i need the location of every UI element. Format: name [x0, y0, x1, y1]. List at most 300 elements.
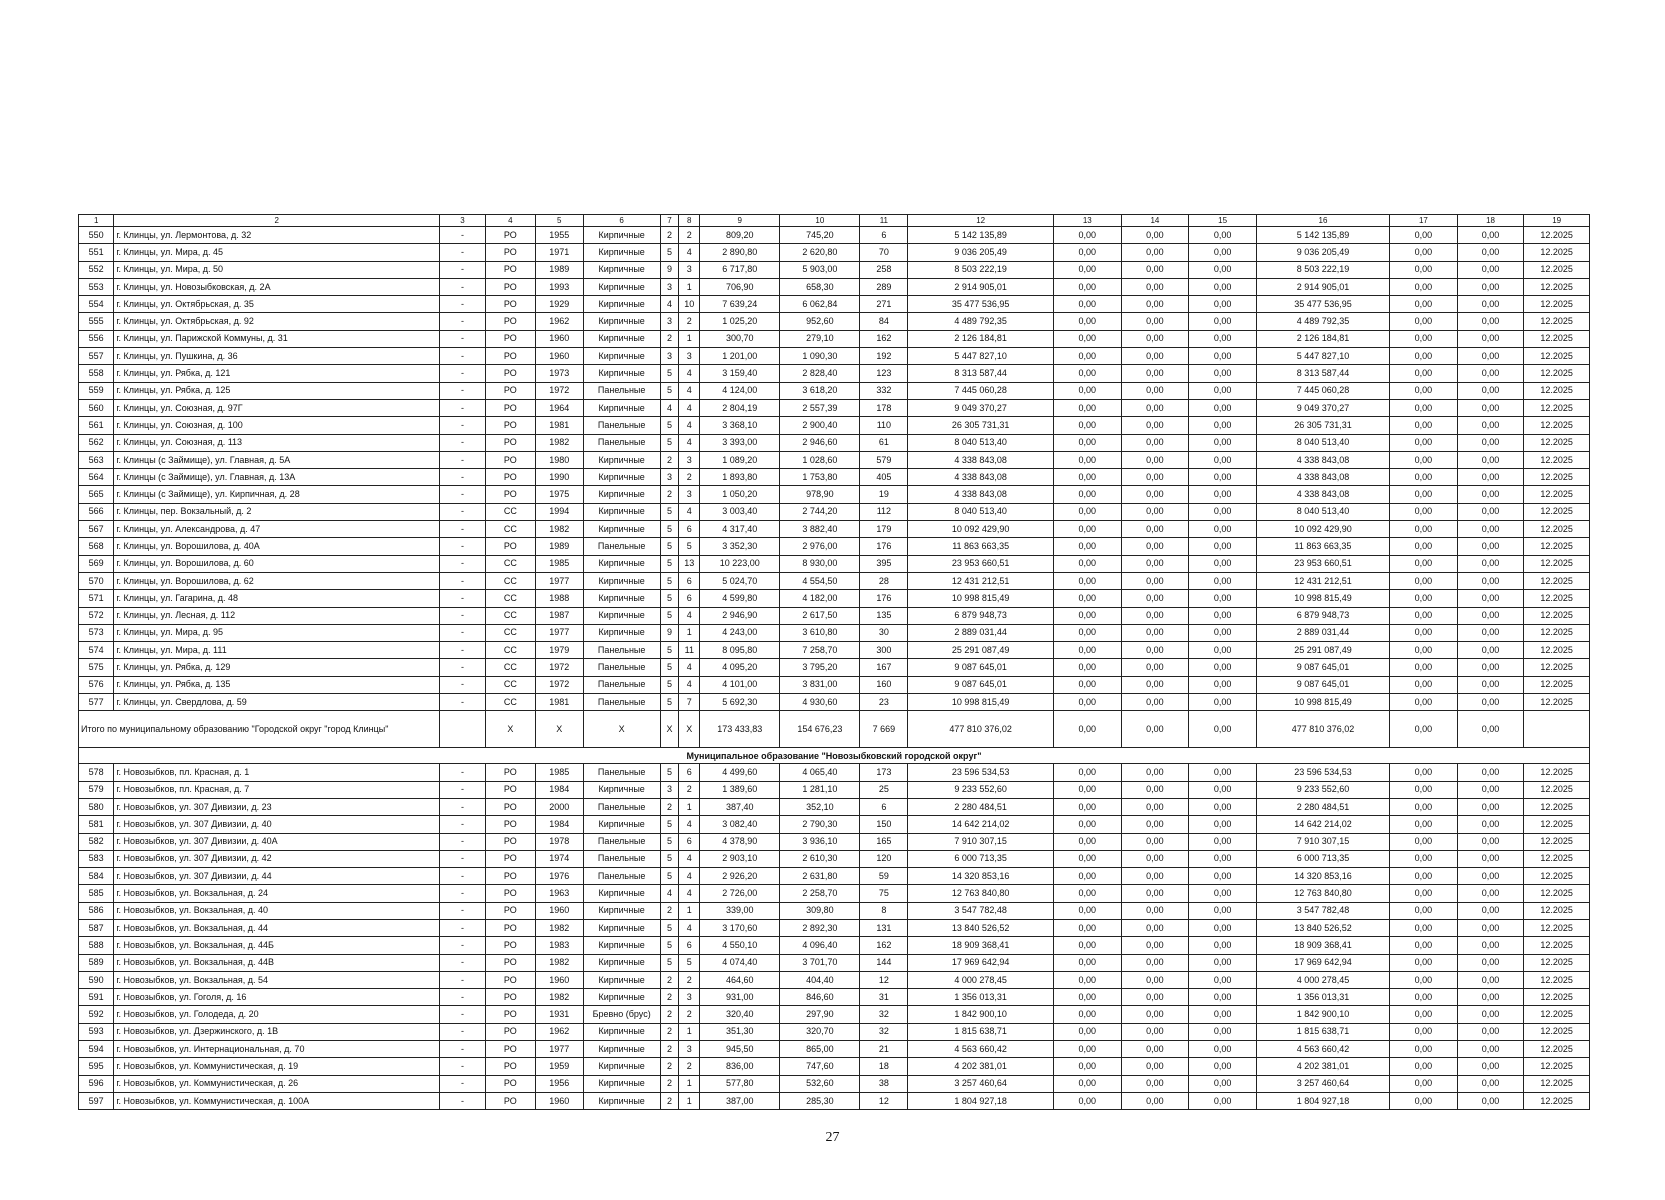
table-cell: 5: [660, 382, 679, 399]
table-cell: -: [440, 676, 486, 693]
table-cell: 574: [79, 642, 114, 659]
table-cell: 1 028,60: [780, 451, 860, 468]
table-cell: Панельные: [583, 659, 660, 676]
table-cell: 5: [660, 816, 679, 833]
table-cell: 5: [660, 642, 679, 659]
table-cell: г. Клинцы, ул. Рябка, д. 135: [114, 676, 440, 693]
table-cell: 12.2025: [1524, 919, 1590, 936]
table-cell: 12.2025: [1524, 590, 1590, 607]
table-cell: 0,00: [1189, 764, 1257, 781]
table-cell: Кирпичные: [583, 399, 660, 416]
table-cell: 5: [660, 676, 679, 693]
table-cell: 10 092 429,90: [908, 521, 1054, 538]
table-cell: 0,00: [1121, 919, 1189, 936]
table-cell: 1964: [535, 399, 583, 416]
table-cell: 0,00: [1457, 521, 1524, 538]
table-cell: 0,00: [1390, 954, 1458, 971]
table-cell: 3 257 460,64: [908, 1075, 1054, 1092]
table-cell: 4 000 278,45: [1256, 971, 1389, 988]
table-cell: 2 280 484,51: [908, 798, 1054, 815]
table-cell: -: [440, 781, 486, 798]
table-cell: 0,00: [1457, 642, 1524, 659]
table-cell: 0,00: [1457, 1092, 1524, 1109]
table-cell: 0,00: [1121, 989, 1189, 1006]
table-cell: 192: [860, 348, 908, 365]
table-cell: г. Новозыбков, ул. 307 Дивизии, д. 44: [114, 868, 440, 885]
table-cell: 0,00: [1457, 365, 1524, 382]
table-cell: г. Клинцы, ул. Рябка, д. 129: [114, 659, 440, 676]
table-cell: 0,00: [1390, 642, 1458, 659]
table-cell: 559: [79, 382, 114, 399]
table-cell: РО: [485, 937, 535, 954]
table-cell: 1962: [535, 313, 583, 330]
table-cell: 1: [679, 1092, 700, 1109]
table-cell: 0,00: [1390, 382, 1458, 399]
table-cell: 1989: [535, 538, 583, 555]
table-cell: 0,00: [1053, 919, 1121, 936]
table-cell: 15: [1189, 215, 1257, 227]
table-cell: 1960: [535, 348, 583, 365]
table-cell: 1963: [535, 885, 583, 902]
table-row: [79, 261, 1590, 278]
table-cell: 0,00: [1189, 434, 1257, 451]
table-cell: 591: [79, 989, 114, 1006]
table-cell: 0,00: [1390, 1006, 1458, 1023]
table-cell: Панельные: [583, 382, 660, 399]
table-cell: -: [440, 885, 486, 902]
table-cell: г. Клинцы, ул. Мира, д. 45: [114, 244, 440, 261]
table-cell: 0,00: [1457, 348, 1524, 365]
table-cell: 0,00: [1121, 1023, 1189, 1040]
table-cell: 12.2025: [1524, 503, 1590, 520]
table-cell: 2: [660, 1041, 679, 1058]
table-cell: 0,00: [1189, 590, 1257, 607]
table-cell: 7 258,70: [780, 642, 860, 659]
table-cell: 21: [860, 1041, 908, 1058]
table-cell: РО: [485, 798, 535, 815]
document-sheet: [78, 214, 1590, 1110]
table-cell: 0,00: [1457, 261, 1524, 278]
table-cell: 309,80: [780, 902, 860, 919]
table-cell: 0,00: [1457, 486, 1524, 503]
table-cell: 0,00: [1121, 850, 1189, 867]
table-row: [79, 486, 1590, 503]
table-cell: 0,00: [1053, 365, 1121, 382]
table-cell: г. Клинцы (с Займище), ул. Главная, д. 5А: [114, 451, 440, 468]
table-cell: 12: [860, 1092, 908, 1109]
table-cell: г. Клинцы, ул. Гагарина, д. 48: [114, 590, 440, 607]
table-cell: 0,00: [1189, 521, 1257, 538]
table-cell: 0,00: [1189, 694, 1257, 711]
table-cell: 179: [860, 521, 908, 538]
table-cell: 0,00: [1053, 555, 1121, 572]
table-cell: 464,60: [700, 971, 780, 988]
table-cell: г. Клинцы, пер. Вокзальный, д. 2: [114, 503, 440, 520]
table-cell: 120: [860, 850, 908, 867]
table-cell: 3 170,60: [700, 919, 780, 936]
table-cell: 0,00: [1189, 1058, 1257, 1075]
table-cell: РО: [485, 816, 535, 833]
column-number-row: [79, 215, 1590, 227]
table-cell: 12.2025: [1524, 1092, 1590, 1109]
table-cell: 0,00: [1457, 694, 1524, 711]
table-cell: 0,00: [1121, 503, 1189, 520]
table-cell: 8 313 587,44: [908, 365, 1054, 382]
table-cell: 568: [79, 538, 114, 555]
table-cell: г. Клинцы, ул. Ворошилова, д. 62: [114, 572, 440, 589]
table-cell: г. Клинцы, ул. Рябка, д. 125: [114, 382, 440, 399]
table-cell: 2 631,80: [780, 868, 860, 885]
table-cell: 0,00: [1189, 555, 1257, 572]
table-cell: 144: [860, 954, 908, 971]
table-cell: 297,90: [780, 1006, 860, 1023]
table-cell: 5: [660, 659, 679, 676]
table-cell: 18 909 368,41: [1256, 937, 1389, 954]
table-cell: 1: [679, 278, 700, 295]
table-cell: 2: [660, 989, 679, 1006]
table-cell: 0,00: [1390, 521, 1458, 538]
table-cell: 4: [660, 296, 679, 313]
table-cell: 585: [79, 885, 114, 902]
table-cell: 0,00: [1189, 1041, 1257, 1058]
table-cell: 0,00: [1121, 1041, 1189, 1058]
table-cell: 0,00: [1390, 937, 1458, 954]
table-cell: 279,10: [780, 330, 860, 347]
table-row: [79, 1023, 1590, 1040]
table-cell: 162: [860, 330, 908, 347]
table-cell: Кирпичные: [583, 1092, 660, 1109]
table-cell: 0,00: [1121, 694, 1189, 711]
table-cell: 1972: [535, 659, 583, 676]
table-cell: 0,00: [1390, 348, 1458, 365]
table-cell: 0,00: [1189, 486, 1257, 503]
table-cell: 3 368,10: [700, 417, 780, 434]
table-cell: 2 890,80: [700, 244, 780, 261]
table-cell: 557: [79, 348, 114, 365]
table-cell: 576: [79, 676, 114, 693]
table-cell: Кирпичные: [583, 816, 660, 833]
table-cell: 4 599,80: [700, 590, 780, 607]
table-cell: 8 040 513,40: [908, 434, 1054, 451]
table-cell: 4 489 792,35: [908, 313, 1054, 330]
table-cell: 395: [860, 555, 908, 572]
table-cell: 6: [860, 798, 908, 815]
table-cell: 2 903,10: [700, 850, 780, 867]
table-cell: 14 320 853,16: [1256, 868, 1389, 885]
table-cell: 2 976,00: [780, 538, 860, 555]
table-cell: 9: [660, 624, 679, 641]
table-cell: 2 790,30: [780, 816, 860, 833]
table-cell: 0,00: [1121, 954, 1189, 971]
table-cell: г. Клинцы, ул. Парижской Коммуны, д. 31: [114, 330, 440, 347]
table-cell: 745,20: [780, 227, 860, 244]
table-cell: 2 914 905,01: [908, 278, 1054, 295]
table-cell: Кирпичные: [583, 607, 660, 624]
table-cell: 1979: [535, 642, 583, 659]
table-cell: 7: [660, 215, 679, 227]
table-row: [79, 885, 1590, 902]
table-cell: 0,00: [1457, 937, 1524, 954]
table-cell: 17: [1390, 215, 1458, 227]
table-cell: 0,00: [1189, 781, 1257, 798]
table-row: [79, 1006, 1590, 1023]
table-cell: 0,00: [1457, 503, 1524, 520]
table-cell: 6 879 948,73: [908, 607, 1054, 624]
table-cell: 3 393,00: [700, 434, 780, 451]
table-cell: 564: [79, 469, 114, 486]
table-cell: 13: [1053, 215, 1121, 227]
table-cell: 4: [679, 850, 700, 867]
table-cell: 580: [79, 798, 114, 815]
table-cell: 6: [679, 764, 700, 781]
table-cell: 0,00: [1053, 659, 1121, 676]
table-cell: 3 547 782,48: [1256, 902, 1389, 919]
table-cell: 0,00: [1457, 954, 1524, 971]
table-cell: 0,00: [1121, 659, 1189, 676]
table-cell: 3: [440, 215, 486, 227]
table-cell: Кирпичные: [583, 572, 660, 589]
table-cell: -: [440, 572, 486, 589]
table-cell: 5: [660, 555, 679, 572]
table-cell: РО: [485, 486, 535, 503]
table-row: [79, 919, 1590, 936]
table-cell: г. Клинцы, ул. Мира, д. 95: [114, 624, 440, 641]
table-cell: 595: [79, 1058, 114, 1075]
table-cell: 0,00: [1189, 989, 1257, 1006]
table-cell: 0,00: [1121, 833, 1189, 850]
table-cell: 0,00: [1189, 382, 1257, 399]
table-cell: г. Новозыбков, пл. Красная, д. 7: [114, 781, 440, 798]
table-cell: Кирпичные: [583, 521, 660, 538]
table-cell: г. Новозыбков, ул. Вокзальная, д. 54: [114, 971, 440, 988]
table-cell: 1982: [535, 954, 583, 971]
table-cell: 12.2025: [1524, 659, 1590, 676]
table-cell: 6 000 713,35: [1256, 850, 1389, 867]
table-cell: 4 563 660,42: [908, 1041, 1054, 1058]
table-cell: 25 291 087,49: [908, 642, 1054, 659]
table-cell: 978,90: [780, 486, 860, 503]
table-cell: 0,00: [1053, 954, 1121, 971]
table-cell: г. Клинцы, ул. Александрова, д. 47: [114, 521, 440, 538]
table-cell: 0,00: [1053, 676, 1121, 693]
table-cell: Панельные: [583, 833, 660, 850]
table-cell: 0,00: [1390, 417, 1458, 434]
table-cell: 12.2025: [1524, 816, 1590, 833]
table-cell: 1 389,60: [700, 781, 780, 798]
table-cell: г. Новозыбков, ул. 307 Дивизии, д. 40: [114, 816, 440, 833]
table-cell: 3 003,40: [700, 503, 780, 520]
table-row: [79, 607, 1590, 624]
table-cell: г. Новозыбков, ул. Вокзальная, д. 24: [114, 885, 440, 902]
table-cell: 3 882,40: [780, 521, 860, 538]
table-row: [79, 833, 1590, 850]
table-cell: 3: [679, 451, 700, 468]
table-cell: 0,00: [1121, 764, 1189, 781]
table-cell: 945,50: [700, 1041, 780, 1058]
table-cell: СС: [485, 503, 535, 520]
table-cell: 0,00: [1189, 538, 1257, 555]
table-row: [79, 694, 1590, 711]
housing-table: [78, 214, 1590, 1110]
table-cell: 4 563 660,42: [1256, 1041, 1389, 1058]
table-cell: СС: [485, 676, 535, 693]
table-cell: 5 692,30: [700, 694, 780, 711]
table-cell: РО: [485, 348, 535, 365]
table-cell: 0,00: [1189, 954, 1257, 971]
table-cell: 12.2025: [1524, 451, 1590, 468]
table-cell: 18 909 368,41: [908, 937, 1054, 954]
table-cell: г. Клинцы, ул. Мира, д. 50: [114, 261, 440, 278]
table-cell: 0,00: [1121, 868, 1189, 885]
table-cell: 1962: [535, 1023, 583, 1040]
table-cell: 0,00: [1457, 572, 1524, 589]
table-cell: -: [440, 902, 486, 919]
table-cell: 5: [679, 954, 700, 971]
table-cell: 112: [860, 503, 908, 520]
table-cell: 4 096,40: [780, 937, 860, 954]
table-cell: СС: [485, 624, 535, 641]
table-cell: 0,00: [1121, 607, 1189, 624]
table-cell: РО: [485, 868, 535, 885]
table-cell: 3: [679, 348, 700, 365]
table-cell: 477 810 376,02: [1256, 711, 1389, 748]
table-cell: 26 305 731,31: [1256, 417, 1389, 434]
table-cell: РО: [485, 833, 535, 850]
table-cell: -: [440, 642, 486, 659]
table-cell: [1524, 711, 1590, 748]
table-cell: г. Клинцы (с Займище), ул. Главная, д. 13А: [114, 469, 440, 486]
table-cell: РО: [485, 781, 535, 798]
table-cell: 0,00: [1457, 971, 1524, 988]
table-cell: 0,00: [1189, 711, 1257, 748]
table-cell: 135: [860, 607, 908, 624]
table-cell: СС: [485, 694, 535, 711]
table-cell: 11 863 663,35: [908, 538, 1054, 555]
table-cell: 0,00: [1390, 659, 1458, 676]
table-cell: 5: [660, 590, 679, 607]
table-cell: -: [440, 850, 486, 867]
table-cell: 162: [860, 937, 908, 954]
table-cell: РО: [485, 365, 535, 382]
table-cell: 0,00: [1457, 781, 1524, 798]
table-cell: 1 089,20: [700, 451, 780, 468]
table-cell: 2 557,39: [780, 399, 860, 416]
table-cell: 23 953 660,51: [908, 555, 1054, 572]
table-cell: 9 049 370,27: [1256, 399, 1389, 416]
table-cell: -: [440, 1092, 486, 1109]
table-cell: 4 317,40: [700, 521, 780, 538]
table-cell: СС: [485, 607, 535, 624]
table-cell: 12.2025: [1524, 954, 1590, 971]
table-cell: 747,60: [780, 1058, 860, 1075]
table-cell: 12.2025: [1524, 1006, 1590, 1023]
table-cell: 5: [660, 764, 679, 781]
table-cell: РО: [485, 382, 535, 399]
table-cell: 123: [860, 365, 908, 382]
table-cell: 4 930,60: [780, 694, 860, 711]
table-cell: Х: [583, 711, 660, 748]
table-row: [79, 902, 1590, 919]
table-cell: 4 095,20: [700, 659, 780, 676]
table-cell: г. Клинцы, ул. Союзная, д. 100: [114, 417, 440, 434]
table-cell: 0,00: [1457, 434, 1524, 451]
table-cell: 589: [79, 954, 114, 971]
table-cell: 0,00: [1457, 1058, 1524, 1075]
table-cell: 2 889 031,44: [908, 624, 1054, 641]
table-cell: 0,00: [1457, 659, 1524, 676]
table-cell: 0,00: [1457, 885, 1524, 902]
table-cell: 3 936,10: [780, 833, 860, 850]
table-cell: 1: [79, 215, 114, 227]
table-cell: 4: [679, 816, 700, 833]
table-cell: 0,00: [1189, 469, 1257, 486]
table-cell: 8 040 513,40: [1256, 503, 1389, 520]
table-cell: 0,00: [1121, 521, 1189, 538]
table-cell: 10 092 429,90: [1256, 521, 1389, 538]
table-cell: 0,00: [1457, 816, 1524, 833]
table-cell: 5: [660, 850, 679, 867]
table-cell: 176: [860, 538, 908, 555]
table-cell: 1971: [535, 244, 583, 261]
table-cell: 11: [860, 215, 908, 227]
table-cell: 0,00: [1053, 642, 1121, 659]
table-cell: 1955: [535, 227, 583, 244]
table-cell: 8 503 222,19: [1256, 261, 1389, 278]
table-cell: Кирпичные: [583, 227, 660, 244]
table-cell: 59: [860, 868, 908, 885]
table-cell: 2 610,30: [780, 850, 860, 867]
table-cell: 4 182,00: [780, 590, 860, 607]
table-cell: 32: [860, 1023, 908, 1040]
table-cell: 0,00: [1390, 624, 1458, 641]
table-cell: 12.2025: [1524, 399, 1590, 416]
table-cell: 0,00: [1053, 764, 1121, 781]
table-cell: 4: [679, 659, 700, 676]
table-cell: г. Новозыбков, ул. Гоголя, д. 16: [114, 989, 440, 1006]
table-cell: 0,00: [1189, 676, 1257, 693]
table-row: [79, 244, 1590, 261]
table-cell: 0,00: [1121, 382, 1189, 399]
table-cell: 0,00: [1457, 538, 1524, 555]
table-cell: 2 946,60: [780, 434, 860, 451]
table-cell: 0,00: [1457, 399, 1524, 416]
table-cell: 5 903,00: [780, 261, 860, 278]
table-cell: 0,00: [1053, 399, 1121, 416]
table-cell: РО: [485, 850, 535, 867]
table-cell: 0,00: [1121, 885, 1189, 902]
table-cell: 0,00: [1053, 816, 1121, 833]
table-cell: 0,00: [1189, 937, 1257, 954]
table-cell: 0,00: [1457, 989, 1524, 1006]
table-row: [79, 659, 1590, 676]
table-row: [79, 417, 1590, 434]
table-cell: 0,00: [1457, 278, 1524, 295]
table-cell: г. Новозыбков, ул. Интернациональная, д. 70: [114, 1041, 440, 1058]
table-cell: 23 596 534,53: [908, 764, 1054, 781]
table-cell: 2 804,19: [700, 399, 780, 416]
table-row: [79, 330, 1590, 347]
table-cell: 0,00: [1390, 711, 1458, 748]
table-cell: 6: [679, 590, 700, 607]
table-cell: 5: [660, 607, 679, 624]
table-row: [79, 624, 1590, 641]
table-cell: 404,40: [780, 971, 860, 988]
table-cell: 3: [679, 989, 700, 1006]
table-cell: 0,00: [1053, 694, 1121, 711]
table-cell: 14: [1121, 215, 1189, 227]
table-cell: 1959: [535, 1058, 583, 1075]
table-cell: 0,00: [1390, 676, 1458, 693]
